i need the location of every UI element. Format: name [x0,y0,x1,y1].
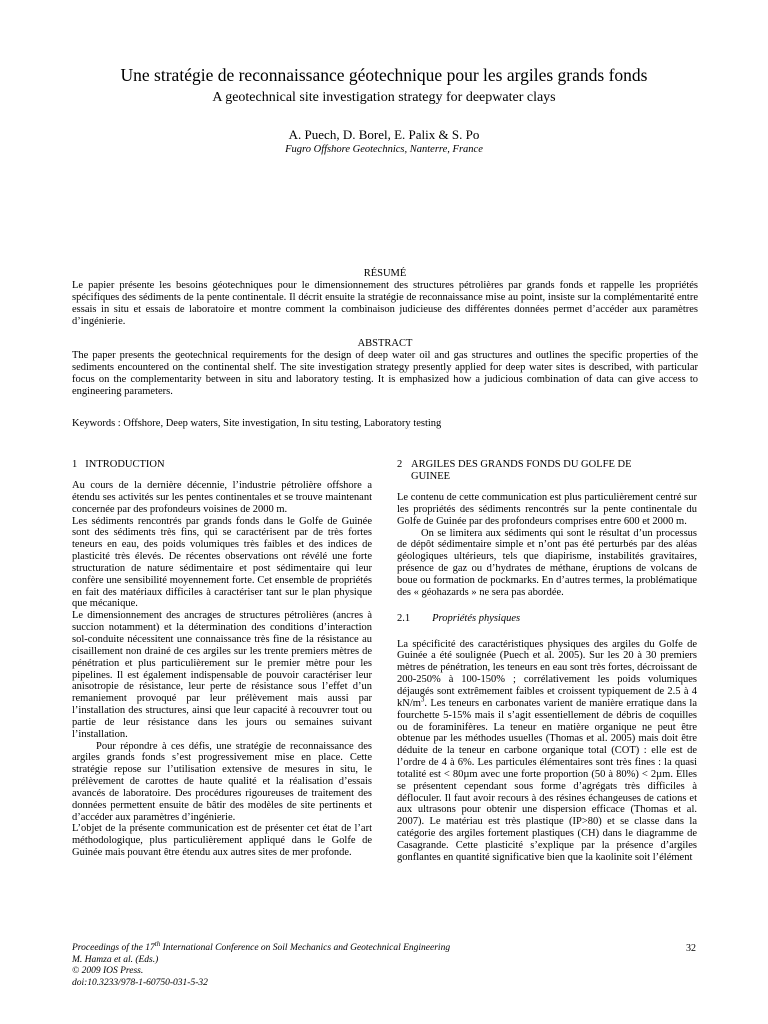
footer-ordinal-sup: th [154,939,161,948]
paper-title-en: A geotechnical site investigation strategy for deepwater clays [212,90,556,105]
footer-proceedings-a: Proceedings of the 17 [72,943,155,953]
section-2-paragraph-3a: La spécificité des caractéristiques physiques des argiles du Golfe de Guinée a été soulignée (Puech et al. 2005). Sur les 20 à 30 premiers mètres de pénétration, les teneurs en eau sont très fortes, décroissant de 200-250% à 100-150% ; corrélativement les poids volumiques déjaugés sont extrêmement faibles et croissent typiquement de 2.5 à 4 kN/m [397,638,697,709]
right-column [397,492,697,864]
abstract-heading: ABSTRACT [357,338,413,349]
footer [72,939,632,989]
section-2-paragraph-3b: . Les teneurs en carbonates varient de manière erratique dans la fourchette 5-15% mais il s’agit essentiellement de débris de coquilles ou de foraminifères. La teneur en matière organique ne peut être obtenue par les méthodes usuelles (Thomas et al. 2005) mais doit être déduite de la teneur en carbone organique total (COT) : elle est de l’ordre de 4 à 6%. Les particules élémentaires sont très fines : la quasi totalité est < 80µm avec une forte proportion (50 à 80%) < 2µm. Elles se présentent cependant sous forme d’agrégats très difficiles à défloculer. Il faut avoir recours à des résines échangeuses de cations et aux ultrasons pour obtenir une dispersion efficace (Thomas et al. 2007). Le matériau est très plastique (IP>80) et se classe dans la catégorie des argiles fortement plastiques (CH) dans le diagramme de Casagrande. Cette plasticité s’explique par la présence d’argiles gonflantes en quantité significative bien que la kaolinite soit l’élément [397,697,697,863]
subsection-2-1-heading [397,613,697,625]
intro-paragraph-1: Au cours de la dernière décennie, l’industrie pétrolière offshore a étendu ses activités sur les pentes continentales et se trouve maintenant concernée par des profondeurs voisines de 2000 m. [72,480,372,515]
footer-editors: M. Hamza et al. (Eds.) [72,954,159,965]
section-2-paragraph-3 [397,639,697,864]
affiliation: Fugro Offshore Geotechnics, Nanterre, France [285,144,483,155]
left-column [72,480,372,859]
cubic-superscript: 3 [420,695,425,704]
subsection-2-1-number: 2.1 [397,612,411,624]
paper-title-fr: Une stratégie de reconnaissance géotechnique pour les argiles grands fonds [120,65,648,85]
footer-copyright: © 2009 IOS Press. [72,966,144,977]
intro-paragraph-2: Les sédiments rencontrés par grands fonds dans le Golfe de Guinée sont des sédiments très fins, qui se caractérisent par de très fortes teneurs en eau, des poids volumiques très faibles et des indices de plasticité très élevés. De récentes observations ont révélé une forte structuration de nature sédimentaire et post sédimentaire qui leur confère une sensibilité moyennement forte. Cet ensemble de propriétés en fait des matériaux difficiles à caractériser tant sur le plan physique que mécanique. [72,515,372,610]
subsection-2-1-title: Propriétés physiques [432,612,521,624]
intro-paragraph-4: Pour répondre à ces défis, une stratégie de reconnaissance des argiles grands fonds s’est progressivement mise en place. Cette stratégie repose sur l’utilisation extensive de mesures in situ, le prélèvement de carottes de haute qualité et la réalisation d’essais avancés de laboratoire. Des procédures rigoureuses de traitement des données permettent ensuite de bâtir des modèles de site pertinents et d’accéder aux paramètres d’ingénierie. [72,740,372,823]
footer-doi: doi:10.3233/978-1-60750-031-5-32 [72,977,208,988]
keywords: Keywords : Offshore, Deep waters, Site investigation, In situ testing, Laboratory testing [72,418,442,429]
intro-paragraph-5: L’objet de la présente communication est de présenter cet état de l’art méthodologique, plus particulièrement appliqué dans le Golfe de Guinée mais pouvant être étendu aux autres sites de mer profonde. [72,823,372,859]
section-2-heading [397,459,697,483]
section-1-number: 1 [72,459,78,470]
section-2-title-line1: ARGILES DES GRANDS FONDS DU GOLFE DE [411,459,632,470]
authors: A. Puech, D. Borel, E. Palix & S. Po [288,127,480,142]
resume-heading: RÉSUMÉ [363,268,407,279]
section-2-number: 2 [397,459,403,470]
footer-proceedings [72,939,632,955]
footer-proceedings-b: International Conference on Soil Mechanics and Geotechnical Engineering [160,943,451,953]
resume-text: Le papier présente les besoins géotechniques pour le dimensionnement des structures pétrolières par grands fonds et rappelle les propriétés spécifiques des sédiments de la pente continentale. Il décrit ensuite la stratégie de reconnaissance mise au point, insiste sur la complémentarité entre essais in situ et essais de laboratoire et montre comment la combinaison judicieuse des différentes données permet d’accéder aux paramètres d’ingénierie. [72,280,698,327]
section-1-title: INTRODUCTION [85,459,165,470]
section-2-paragraph-1: Le contenu de cette communication est plus particulièrement centré sur les propriétés des sédiments rencontrés sur la pente continentale du Golfe de Guinée par des profondeurs comprises entre 600 et 2000 m. [397,492,697,527]
page-number: 32 [686,943,696,954]
section-2-paragraph-2: On se limitera aux sédiments qui sont le résultat d’un processus de dépôt sédimentaire simple et n’ont pas été perturbés par des aléas géologiques ultérieurs, tels que diapirisme, instabilités gravitaires, présence de gaz ou d’hydrates de méthane, éruptions de volcans de boue ou formation de pockmarks. En d’autres termes, la problématique des « géohazards » ne sera pas abordée. [397,527,697,598]
abstract-text: The paper presents the geotechnical requirements for the design of deep water oil and gas structures and outlines the specific properties of the sediments encountered on the continental shelf. The site investigation strategy presently applied for deep water sites is described, with particular focus on the complementarity between in situ and laboratory testing. It is emphasized how a judicious combination of data can give access to engineering parameters. [72,350,698,397]
section-2-title-line2: GUINEE [411,471,451,482]
section-1-heading [72,459,165,471]
intro-paragraph-3: Le dimensionnement des ancrages de structures pétrolières (ancres à succion notamment) et la détermination des conditions d’interaction sol-conduite nécessitent une connaissance très fine de la résistance au cisaillement non drainé de ces argiles sur les trente premiers mètres de pénétration et plus particulièrement sur le premier mètre pour les pipelines. Il est également indispensable de pouvoir caractériser leur anisotropie de résistance, leur perte de résistance sous l’effet d’un remaniement provoqué par leur prélèvement mais aussi par l’installation des structures, ainsi que leur capacité à recouvrer tout ou partie de leur résistance dans les jours ou semaines suivant l’installation. [72,610,372,740]
